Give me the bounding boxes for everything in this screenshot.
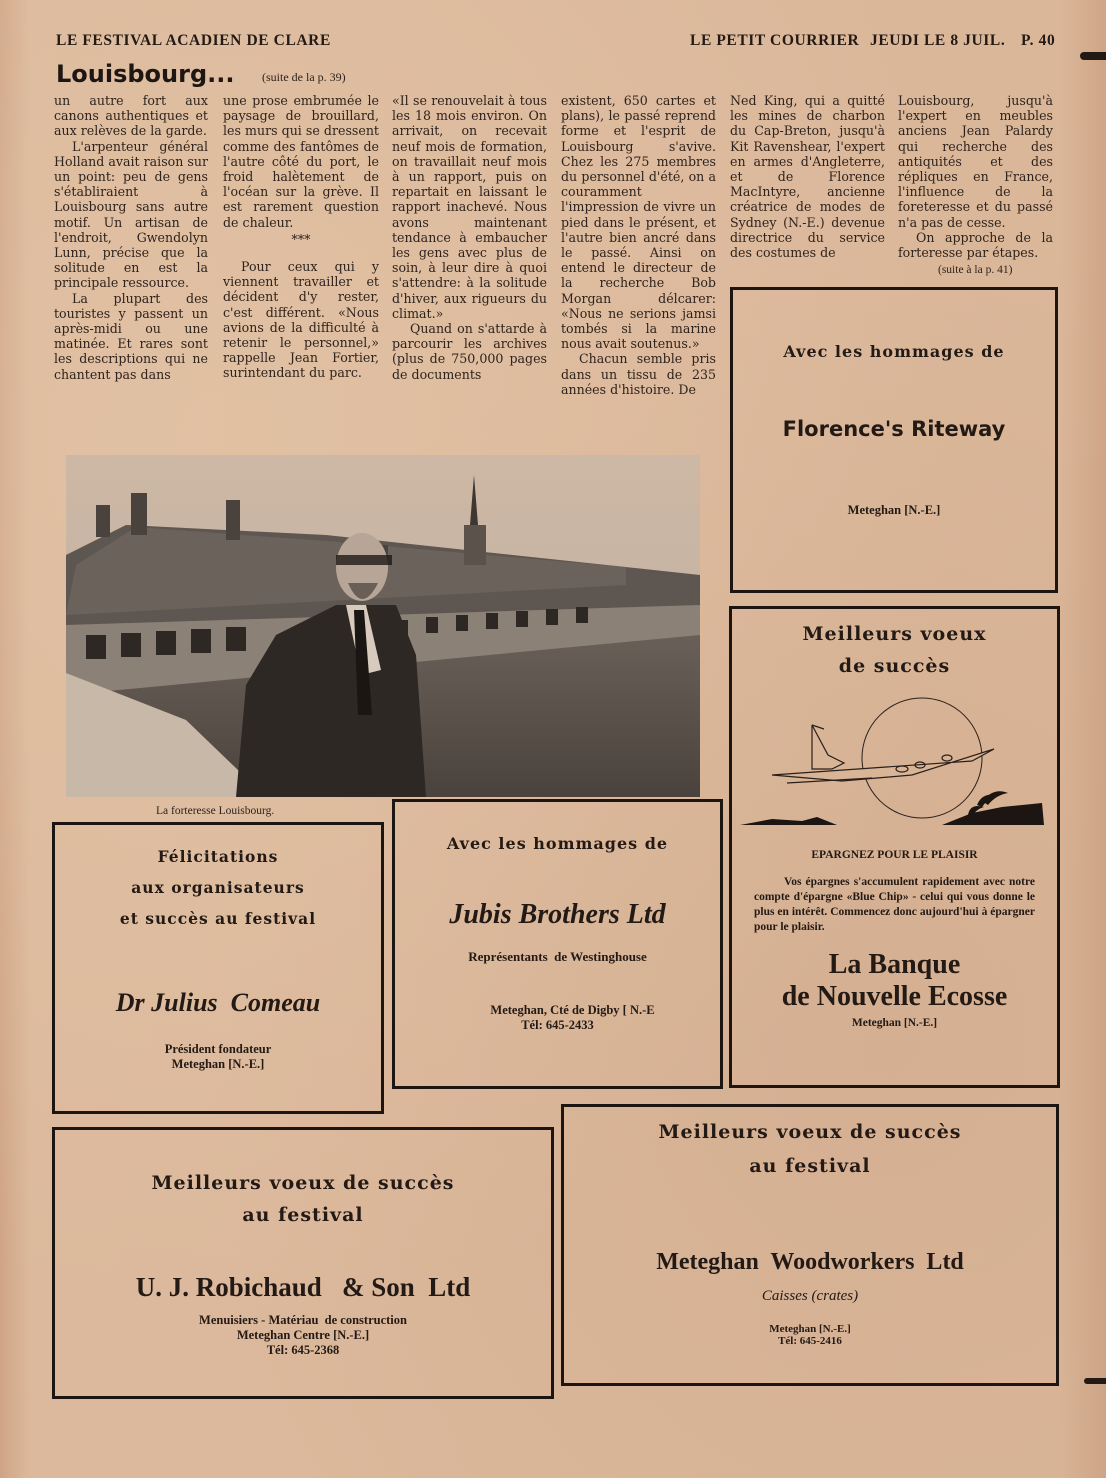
issue-date: JEUDI LE 8 JUIL.	[870, 32, 1006, 49]
ad-body-text: Vos épargnes s'accumulent rapidement avec notre compte d'épargne «Blue Chip» - celui qui vous donne le plus en intérêt. Commencez donc aujourd'hui à épargner pour le plaisir.	[754, 876, 1035, 933]
article-paragraph: On approche de la forteresse par étapes.	[898, 229, 1053, 261]
ad-business-name-line-2: de Nouvelle Ecosse	[781, 981, 1008, 1012]
continued-to: (suite à la p. 41)	[938, 264, 1013, 276]
ad-location: Meteghan Centre [N.-E.]	[236, 1328, 370, 1342]
article-column-1	[54, 93, 208, 382]
ad-phone: Tél: 645-2416	[778, 1335, 842, 1347]
article-column-4	[561, 93, 716, 397]
article-column-6	[898, 93, 1053, 260]
page-edge-mark	[1080, 52, 1106, 60]
article-column-2	[223, 93, 379, 381]
article-paragraph: Quand on s'attarde à parcourir les archives (plus de 750,000 pages de documents	[392, 321, 547, 382]
ad-location: Meteghan [N.-E.]	[171, 1057, 265, 1071]
article-paragraph: existent, 650 cartes et plans), le passé reprend forme et l'esprit de Louisbourg s'avive. Chez les 275 membres du personnel d'été, on a couramment l'impression de vivre un pied dans le présent, et l'autre bien ancré dans le passé. Ainsi on entend le directeur de la recherche Bob Morgan délcarer: «Nous ne serions jamsi tombés si la marine nous avait soutenus.»	[561, 93, 716, 352]
section-separator: ***	[291, 231, 311, 247]
ad-business-name: U. J. Robichaud & Son Ltd	[135, 1272, 471, 1302]
ad-location: Meteghan [N.-E.]	[769, 1323, 851, 1335]
ad-heading-line-2: au festival	[242, 1204, 364, 1226]
article-paragraph: Ned King, qui a quitté les mines de charbon du Cap-Breton, jusqu'à Kit Ravenshear, l'expert en armes d'Angleterre, et de Florence MacIntyre, ancienne créatrice de modes de Sydney (N.-E.) devenue directrice du service des costumes de	[730, 93, 885, 261]
photo-caption: La forteresse Louisbourg.	[156, 805, 275, 817]
article-paragraph: une prose embrumée le paysage de brouillard, les murs qui se dressent comme des fantômes de l'autre côté du port, le froid halètement de l'océan sur la grève. Il est rarement question de chaleur.	[223, 93, 379, 230]
article-paragraph: un autre fort aux canons authentiques et aux relèves de la garde.	[54, 93, 208, 139]
page-number: P. 40	[1021, 32, 1056, 49]
ad-florences-riteway	[730, 287, 1058, 593]
article-column-3	[392, 93, 547, 382]
ad-location: Meteghan [N.-E.]	[847, 503, 941, 517]
ad-tagline: Caisses (crates)	[761, 1288, 859, 1304]
ad-location: Meteghan, Cté de Digby [ N.-E	[490, 1003, 655, 1017]
fortress-photo	[66, 455, 700, 797]
ad-heading: Avec les hommages de	[446, 834, 669, 853]
ad-business-name: Meteghan Woodworkers Ltd	[656, 1249, 964, 1275]
article-column-5	[730, 93, 885, 260]
ad-jubis-brothers	[392, 799, 723, 1089]
ad-meteghan-woodworkers	[561, 1104, 1059, 1386]
ad-uj-robichaud	[52, 1127, 554, 1399]
ad-heading-line-2: au festival	[749, 1155, 871, 1177]
ad-tagline: Représentants de Westinghouse	[468, 949, 647, 964]
airplane-illustration	[732, 683, 1057, 833]
ad-heading-line-3: et succès au festival	[119, 909, 317, 928]
airplane-icon	[772, 725, 994, 783]
fortress-photo-illustration	[66, 455, 700, 797]
page-edge-mark	[1084, 1378, 1106, 1384]
article-paragraph: L'arpenteur général Holland avait raison sur un point: peu de gens s'établiraient à Louisbourg sans autre motif. Un artisan de l'endroit, Gwendolyn Lunn, précise que la solitude en est la principale ressource.	[54, 138, 208, 291]
island-silhouette	[740, 817, 837, 825]
article-paragraph: Pour ceux qui y viennent travailler et décident d'y rester, c'est différent. «Nous avions de la difficulté à retenir le personnel,» rappelle Jean Fortier, surintendant du parc.	[223, 259, 379, 381]
section-header: LE FESTIVAL ACADIEN DE CLARE	[56, 32, 331, 49]
paper-name: LE PETIT COURRIER	[690, 32, 860, 49]
ad-business-name-line-1: La Banque	[828, 949, 961, 980]
ad-slogan: EPARGNEZ POUR LE PLAISIR	[811, 849, 978, 861]
article-title: Louisbourg...	[56, 60, 235, 88]
ad-heading-line-1: Meilleurs voeux de succès	[658, 1121, 962, 1143]
ad-business-name: Florence's Riteway	[782, 417, 1006, 441]
ad-heading: Avec les hommages de	[783, 342, 1005, 361]
ad-heading-line-1: Meilleurs voeux	[802, 623, 987, 645]
ad-location: Meteghan [N.-E.]	[851, 1017, 938, 1029]
ad-phone: Tél: 645-2368	[266, 1343, 340, 1357]
ad-business-name: Dr Julius Comeau	[115, 988, 321, 1017]
ad-heading-line-2: de succès	[838, 655, 951, 677]
article-paragraph: Louisbourg, jusqu'à l'expert en meubles anciens Jean Palardy qui recherche des antiquités et des répliques en France, l'influence de la foreteresse et du passé n'a pas de cesse.	[898, 93, 1053, 230]
ad-heading-line-1: Meilleurs voeux de succès	[151, 1172, 455, 1194]
article-paragraph: «Il se renouvelait à tous les 18 mois environ. On arrivait, on recevait neuf mois de formation, on travaillait neuf mois à un rapport, puis on repartait en laissant le rapport inachevé. Nous avons maintenant tendance à embaucher les gens avec plus de soin, à leur dire à quoi s'attendre: à la solitude d'hiver, aux rigueurs du climat.»	[392, 93, 547, 321]
ad-business-name: Jubis Brothers Ltd	[449, 899, 666, 930]
ad-tagline: Menuisiers - Matériau de construction	[199, 1313, 407, 1327]
continued-from: (suite de la p. 39)	[262, 70, 346, 84]
article-paragraph: Chacun semble pris dans un tissu de 235 années d'histoire. De	[561, 351, 716, 397]
ad-heading-line-2: aux organisateurs	[131, 878, 305, 897]
ad-role: Président fondateur	[164, 1042, 272, 1056]
article-paragraph: La plupart des touristes y passent un après-midi ou une matinée. Et rares sont les descriptions qui ne chantent pas dans	[54, 290, 208, 382]
ad-dr-julius-comeau	[52, 822, 384, 1114]
ad-banque-nouvelle-ecosse	[729, 606, 1060, 1088]
ad-heading-line-1: Félicitations	[157, 847, 279, 866]
ad-phone: Tél: 645-2433	[521, 1018, 594, 1032]
